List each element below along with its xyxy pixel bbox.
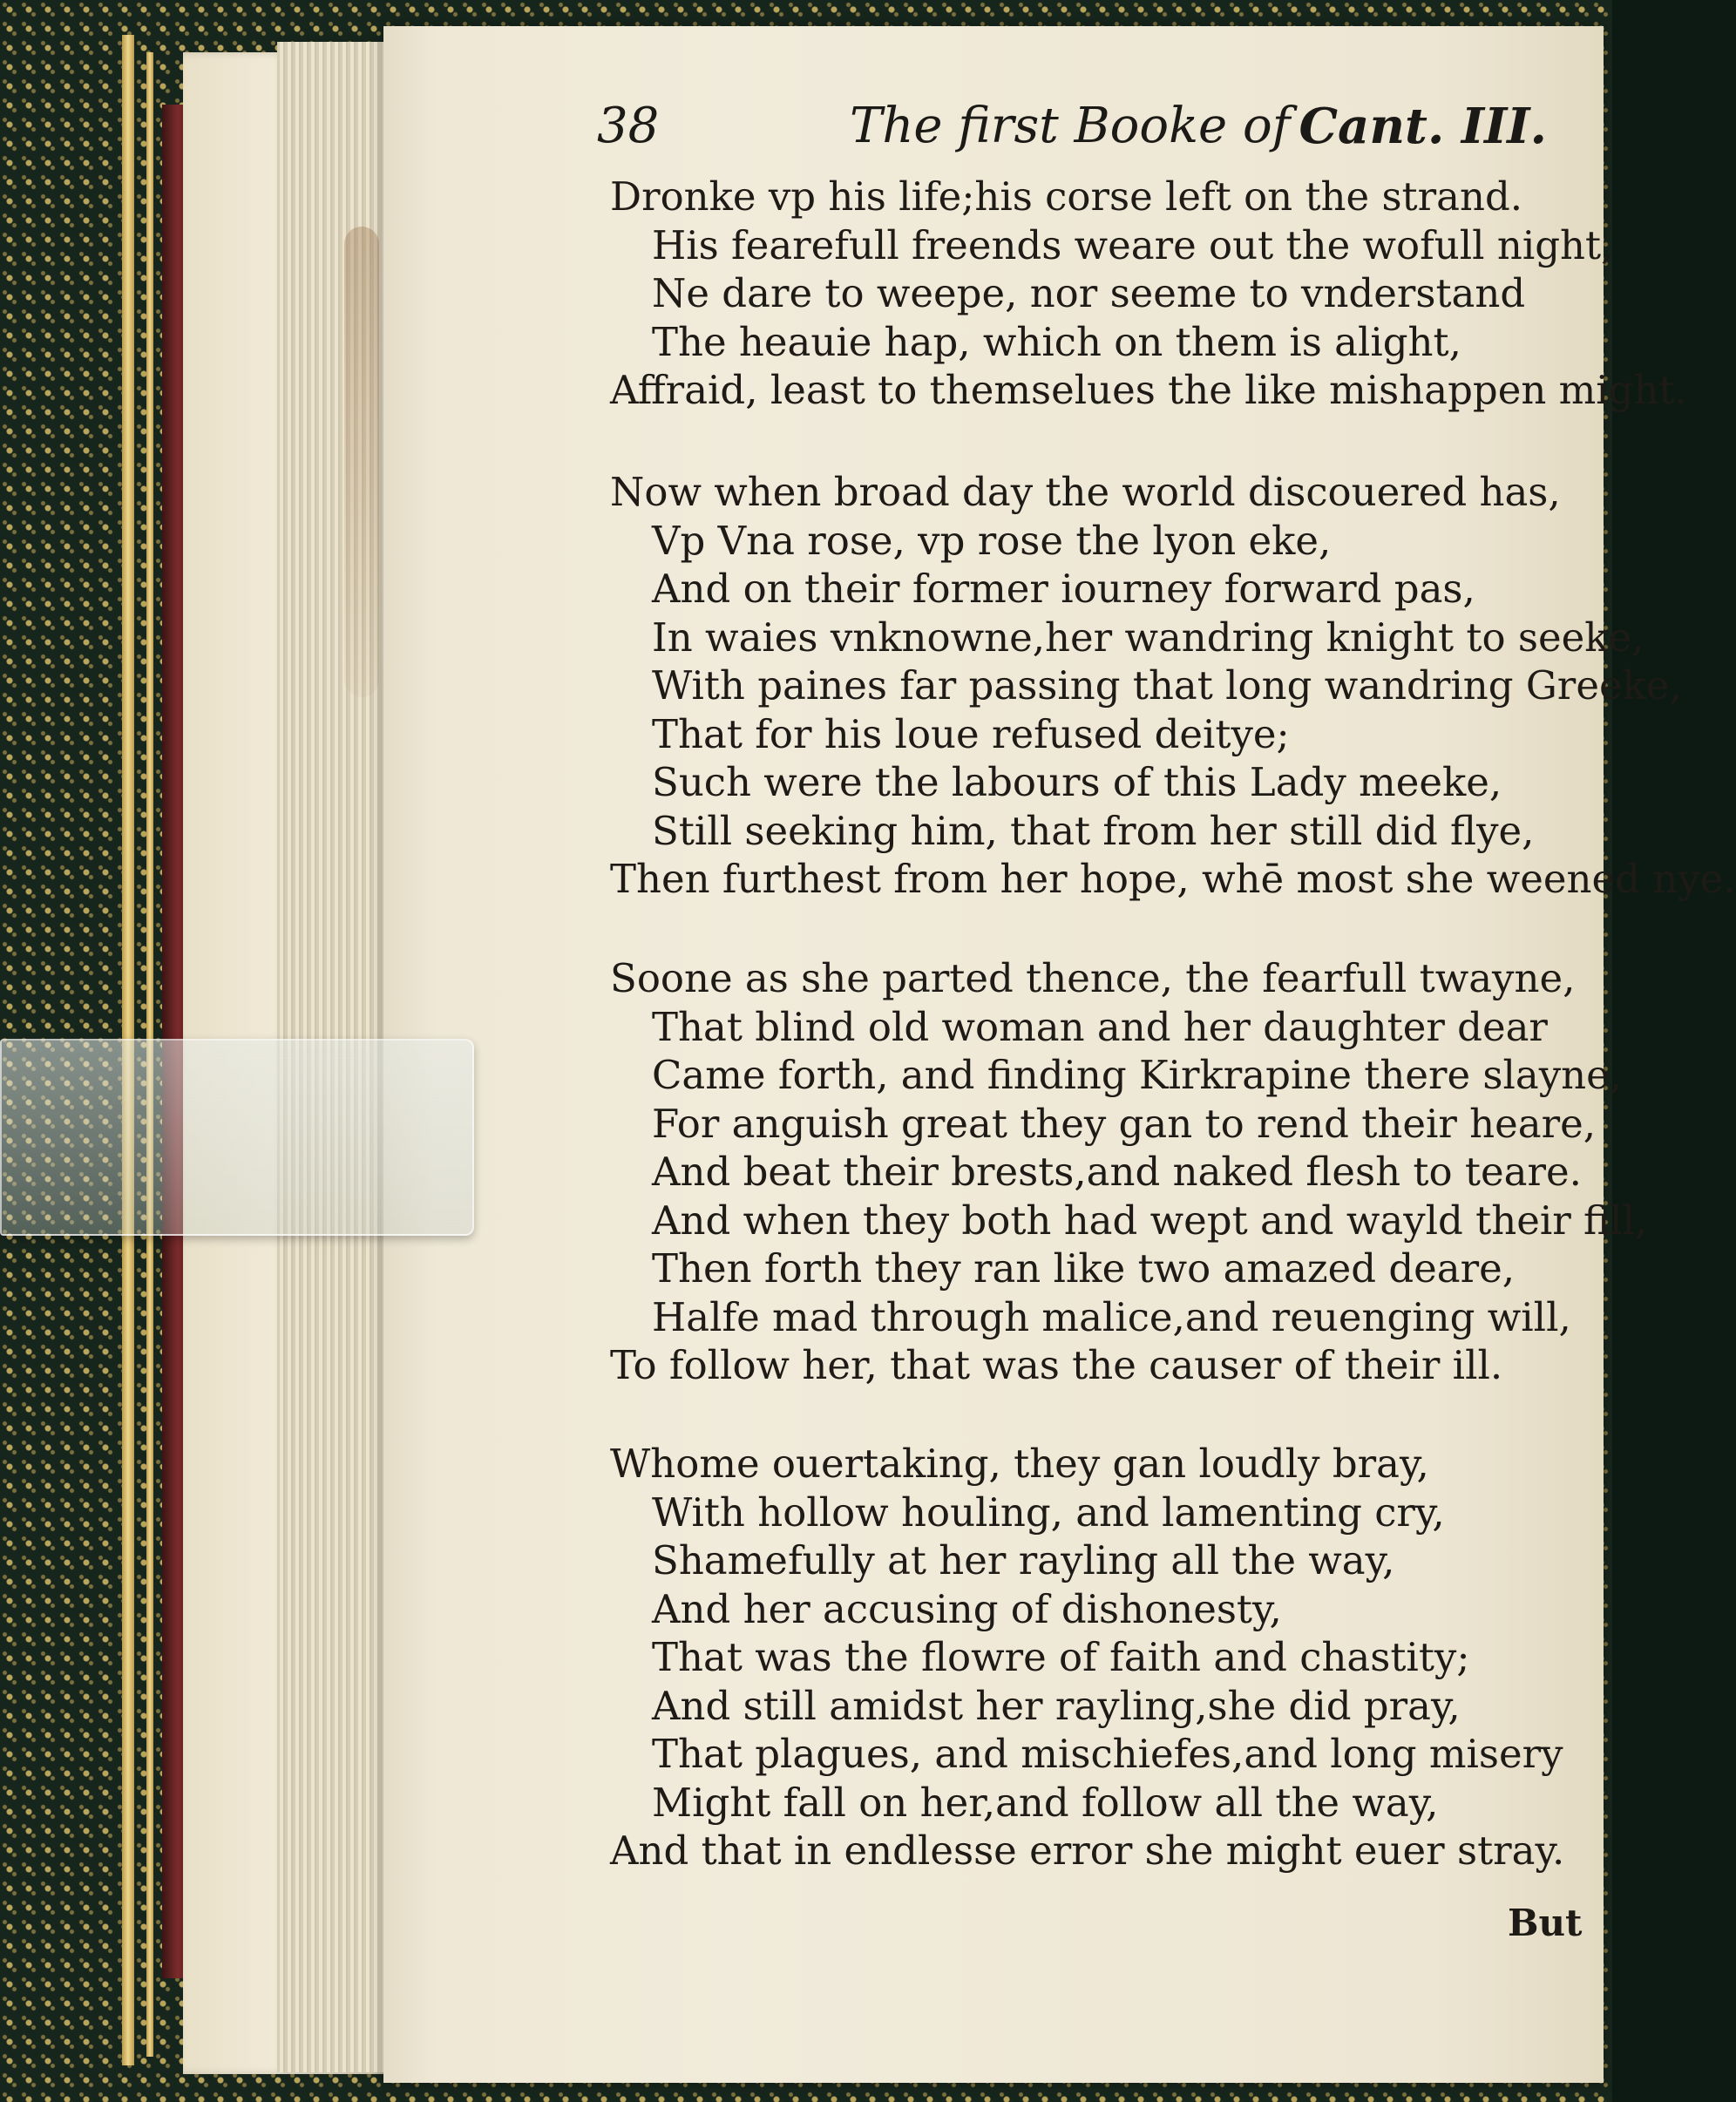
verse-line: Might fall on her,and follow all the way, [652, 1779, 1439, 1826]
verse-line: That plagues, and mischiefes,and long misery [652, 1731, 1563, 1777]
verse-line: Ne dare to weepe, nor seeme to vnderstand [652, 270, 1526, 316]
verse-line: Dronke vp his life;his corse left on the strand. [610, 173, 1523, 220]
verse-line: For anguish great they gan to rend their heare, [652, 1100, 1597, 1147]
verse-line: That for his loue refused deitye; [652, 710, 1290, 757]
verse-line: Then furthest from her hope, whē most she weened nye. [610, 856, 1736, 902]
verse-line: Still seeking him, that from her still did flye, [652, 807, 1535, 854]
verse-line: Soone as she parted thence, the fearfull twayne, [610, 955, 1576, 1001]
verse-line: To follow her, that was the causer of their ill. [610, 1342, 1503, 1388]
page-stain [344, 227, 379, 697]
verse-line: With hollow houling, and lamenting cry, [652, 1488, 1445, 1536]
verse-line: And still amidst her rayling,she did pray, [652, 1682, 1461, 1729]
verse-line: And on their former iourney forward pas, [652, 566, 1475, 612]
canto-number: Cant. III. [1299, 98, 1547, 155]
verse-line: The heauie hap, which on them is alight, [652, 318, 1461, 365]
verse-line: That blind old woman and her daughter dear [652, 1003, 1548, 1050]
folio-number: 38 [597, 98, 660, 154]
verse-line: Such were the labours of this Lady meeke, [652, 759, 1502, 805]
running-title: The first Booke of [850, 98, 1291, 154]
catchword: But [1508, 1902, 1583, 1944]
verse-line: Shamefully at her rayling all the way, [652, 1537, 1395, 1583]
verse-line: And her accusing of dishonesty, [652, 1585, 1282, 1632]
verse-line: And beat their brests,and naked flesh to teare. [652, 1149, 1582, 1195]
verse-line: Then forth they ran like two amazed deare, [652, 1245, 1516, 1292]
verse-line: Whome ouertaking, they gan loudly bray, [610, 1441, 1429, 1487]
clear-bookmark-strip [0, 1039, 474, 1236]
verse-line: Vp Vna rose, vp rose the lyon eke, [652, 517, 1332, 564]
verse-line: Came forth, and finding Kirkrapine there slayne, [652, 1052, 1623, 1098]
verse-line: His fearefull freends weare out the wofull night, [652, 221, 1614, 268]
verse-line: Halfe mad through malice,and reuenging will, [652, 1293, 1571, 1340]
verse-line: In waies vnknowne,her wandring knight to seeke, [652, 614, 1644, 661]
verse-line: With paines far passing that long wandring Greeke, [652, 662, 1682, 709]
verse-line: And that in endlesse error she might euer stray. [610, 1827, 1565, 1874]
verse-line: That was the flowre of faith and chastity; [652, 1634, 1470, 1680]
verse-line: Now when broad day the world discouered has, [610, 469, 1561, 515]
running-head [597, 98, 1547, 159]
verse-line: And when they both had wept and wayld their fill, [652, 1197, 1648, 1244]
verse-line: Affraid, least to themselues the like mishappen might. [610, 367, 1687, 413]
